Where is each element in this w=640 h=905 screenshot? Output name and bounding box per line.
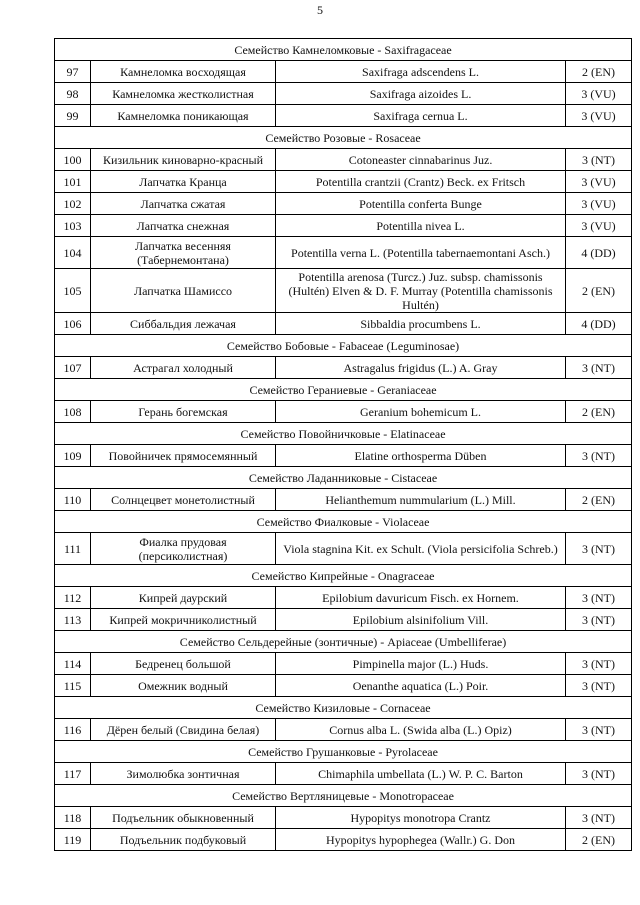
red-book-species-table	[54, 38, 632, 851]
family-header-row	[55, 127, 632, 149]
family-name: Семейство Розовые - Rosaceae	[55, 127, 632, 149]
latin-name: Chimaphila umbellata (L.) W. P. C. Barton	[276, 763, 566, 785]
status-category: 3 (NT)	[566, 149, 632, 171]
status-category: 3 (NT)	[566, 533, 632, 565]
species-row	[55, 763, 632, 785]
species-row	[55, 193, 632, 215]
family-header-row	[55, 423, 632, 445]
family-name: Семейство Гераниевые - Geraniaceae	[55, 379, 632, 401]
family-name: Семейство Ладанниковые - Cistaceae	[55, 467, 632, 489]
family-name: Семейство Камнеломковые - Saxifragaceae	[55, 39, 632, 61]
status-category: 3 (NT)	[566, 445, 632, 467]
species-number: 100	[55, 149, 91, 171]
species-number: 114	[55, 653, 91, 675]
species-row	[55, 401, 632, 423]
species-row	[55, 313, 632, 335]
russian-name: Сиббальдия лежачая	[91, 313, 276, 335]
species-number: 118	[55, 807, 91, 829]
latin-name: Epilobium alsinifolium Vill.	[276, 609, 566, 631]
family-header-row	[55, 785, 632, 807]
family-header-row	[55, 631, 632, 653]
family-header-row	[55, 511, 632, 533]
status-category: 3 (NT)	[566, 719, 632, 741]
latin-name: Cornus alba L. (Swida alba (L.) Opiz)	[276, 719, 566, 741]
status-category: 2 (EN)	[566, 61, 632, 83]
family-name: Семейство Грушанковые - Pyrolaceae	[55, 741, 632, 763]
status-category: 3 (NT)	[566, 609, 632, 631]
family-name: Семейство Сельдерейные (зонтичные) - Apiaceae (Umbelliferae)	[55, 631, 632, 653]
russian-name: Герань богемская	[91, 401, 276, 423]
status-category: 4 (DD)	[566, 237, 632, 269]
status-category: 2 (EN)	[566, 829, 632, 851]
russian-name: Бедренец большой	[91, 653, 276, 675]
russian-name: Лапчатка Кранца	[91, 171, 276, 193]
latin-name: Helianthemum nummularium (L.) Mill.	[276, 489, 566, 511]
status-category: 3 (VU)	[566, 105, 632, 127]
species-row	[55, 237, 632, 269]
family-header-row	[55, 565, 632, 587]
species-number: 99	[55, 105, 91, 127]
latin-name: Geranium bohemicum L.	[276, 401, 566, 423]
family-header-row	[55, 379, 632, 401]
family-header-row	[55, 335, 632, 357]
latin-name: Saxifraga aizoides L.	[276, 83, 566, 105]
status-category: 3 (VU)	[566, 83, 632, 105]
latin-name: Viola stagnina Kit. ex Schult. (Viola persicifolia Schreb.)	[276, 533, 566, 565]
latin-name: Potentilla crantzii (Crantz) Beck. ex Fritsch	[276, 171, 566, 193]
species-number: 108	[55, 401, 91, 423]
latin-name: Epilobium davuricum Fisch. ex Hornem.	[276, 587, 566, 609]
page-number: 5	[317, 3, 323, 17]
species-number: 102	[55, 193, 91, 215]
family-name: Семейство Кизиловые - Cornaceae	[55, 697, 632, 719]
latin-name: Potentilla nivea L.	[276, 215, 566, 237]
species-row	[55, 215, 632, 237]
species-number: 105	[55, 269, 91, 313]
species-number: 117	[55, 763, 91, 785]
russian-name: Камнеломка поникающая	[91, 105, 276, 127]
status-category: 2 (EN)	[566, 401, 632, 423]
species-row	[55, 489, 632, 511]
russian-name: Омежник водный	[91, 675, 276, 697]
status-category: 2 (EN)	[566, 489, 632, 511]
status-category: 3 (VU)	[566, 171, 632, 193]
species-row	[55, 807, 632, 829]
family-name: Семейство Бобовые - Fabaceae (Leguminosae)	[55, 335, 632, 357]
species-number: 103	[55, 215, 91, 237]
species-number: 97	[55, 61, 91, 83]
species-number: 111	[55, 533, 91, 565]
status-category: 4 (DD)	[566, 313, 632, 335]
species-number: 115	[55, 675, 91, 697]
species-row	[55, 269, 632, 313]
species-row	[55, 675, 632, 697]
russian-name: Камнеломка жестколистная	[91, 83, 276, 105]
russian-name: Фиалка прудовая (персиколистная)	[91, 533, 276, 565]
russian-name: Камнеломка восходящая	[91, 61, 276, 83]
latin-name: Astragalus frigidus (L.) A. Gray	[276, 357, 566, 379]
species-number: 112	[55, 587, 91, 609]
russian-name: Солнцецвет монетолистный	[91, 489, 276, 511]
species-number: 116	[55, 719, 91, 741]
species-row	[55, 105, 632, 127]
russian-name: Кипрей даурский	[91, 587, 276, 609]
status-category: 3 (NT)	[566, 807, 632, 829]
species-row	[55, 653, 632, 675]
species-row	[55, 829, 632, 851]
russian-name: Кизильник киноварно-красный	[91, 149, 276, 171]
species-row	[55, 587, 632, 609]
species-number: 101	[55, 171, 91, 193]
russian-name: Подъельник подбуковый	[91, 829, 276, 851]
species-number: 119	[55, 829, 91, 851]
species-number: 98	[55, 83, 91, 105]
species-number: 104	[55, 237, 91, 269]
status-category: 2 (EN)	[566, 269, 632, 313]
status-category: 3 (NT)	[566, 675, 632, 697]
russian-name: Кипрей мокричниколистный	[91, 609, 276, 631]
russian-name: Лапчатка весенняя (Табернемонтана)	[91, 237, 276, 269]
status-category: 3 (NT)	[566, 653, 632, 675]
species-row	[55, 149, 632, 171]
russian-name: Лапчатка сжатая	[91, 193, 276, 215]
table-body	[55, 39, 632, 851]
latin-name: Sibbaldia procumbens L.	[276, 313, 566, 335]
species-row	[55, 609, 632, 631]
species-number: 109	[55, 445, 91, 467]
latin-name: Potentilla verna L. (Potentilla tabernaemontani Asch.)	[276, 237, 566, 269]
latin-name: Saxifraga adscendens L.	[276, 61, 566, 83]
family-name: Семейство Повойничковые - Elatinaceae	[55, 423, 632, 445]
species-row	[55, 357, 632, 379]
family-name: Семейство Вертляницевые - Monotropaceae	[55, 785, 632, 807]
family-header-row	[55, 467, 632, 489]
russian-name: Лапчатка Шамиссо	[91, 269, 276, 313]
species-row	[55, 61, 632, 83]
latin-name: Hypopitys hypophegea (Wallr.) G. Don	[276, 829, 566, 851]
family-header-row	[55, 697, 632, 719]
species-row	[55, 719, 632, 741]
russian-name: Лапчатка снежная	[91, 215, 276, 237]
family-header-row	[55, 39, 632, 61]
latin-name: Hypopitys monotropa Crantz	[276, 807, 566, 829]
status-category: 3 (VU)	[566, 215, 632, 237]
species-number: 107	[55, 357, 91, 379]
species-number: 113	[55, 609, 91, 631]
family-name: Семейство Фиалковые - Violaceae	[55, 511, 632, 533]
family-name: Семейство Кипрейные - Onagraceae	[55, 565, 632, 587]
status-category: 3 (NT)	[566, 357, 632, 379]
status-category: 3 (NT)	[566, 587, 632, 609]
latin-name: Potentilla arenosa (Turcz.) Juz. subsp. chamissonis (Hultén) Elven & D. F. Murray (Potentilla chamissonis Hultén)	[276, 269, 566, 313]
latin-name: Oenanthe aquatica (L.) Poir.	[276, 675, 566, 697]
latin-name: Cotoneaster cinnabarinus Juz.	[276, 149, 566, 171]
russian-name: Астрагал холодный	[91, 357, 276, 379]
latin-name: Pimpinella major (L.) Huds.	[276, 653, 566, 675]
status-category: 3 (NT)	[566, 763, 632, 785]
family-header-row	[55, 741, 632, 763]
latin-name: Elatine orthosperma Düben	[276, 445, 566, 467]
species-row	[55, 83, 632, 105]
russian-name: Зимолюбка зонтичная	[91, 763, 276, 785]
russian-name: Повойничек прямосемянный	[91, 445, 276, 467]
status-category: 3 (VU)	[566, 193, 632, 215]
species-number: 110	[55, 489, 91, 511]
latin-name: Saxifraga cernua L.	[276, 105, 566, 127]
species-row	[55, 171, 632, 193]
latin-name: Potentilla conferta Bunge	[276, 193, 566, 215]
species-row	[55, 445, 632, 467]
species-number: 106	[55, 313, 91, 335]
russian-name: Дёрен белый (Свидина белая)	[91, 719, 276, 741]
species-row	[55, 533, 632, 565]
russian-name: Подъельник обыкновенный	[91, 807, 276, 829]
